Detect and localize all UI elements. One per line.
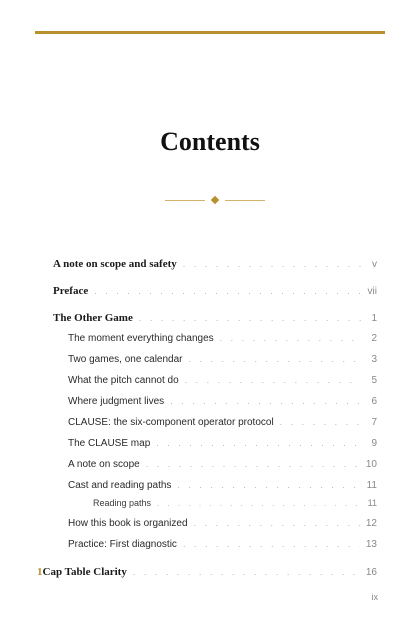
toc-leader-dots <box>183 259 361 269</box>
toc-leader-dots <box>183 539 360 549</box>
toc-entry-label: Where judgment lives <box>68 396 165 407</box>
toc-entry-page: 5 <box>371 375 377 386</box>
toc-leader-dots <box>94 286 361 296</box>
toc-entry-label: The moment everything changes <box>68 333 214 344</box>
toc-entry-page: v <box>372 259 377 270</box>
toc-leader-dots <box>220 333 361 343</box>
toc-entry-label: Practice: First diagnostic <box>68 539 177 550</box>
toc-leader-dots <box>139 313 361 323</box>
toc-entry-page: vii <box>367 286 377 297</box>
toc-leader-dots <box>185 375 361 385</box>
toc-leader-dots <box>156 438 361 448</box>
toc-entry-label: A note on scope and safety <box>53 258 177 270</box>
toc-entry-label: The Other Game <box>53 312 133 324</box>
toc-entry-page: 11 <box>367 498 377 508</box>
toc-leader-dots <box>146 459 360 469</box>
toc-entry-label: Reading paths <box>93 498 152 508</box>
toc-entry-moment-changes[interactable] <box>68 333 377 344</box>
toc-entry-label: Cap Table Clarity <box>42 566 127 578</box>
toc-leader-dots <box>189 354 361 364</box>
toc-entry-pitch-cannot[interactable] <box>68 375 377 386</box>
toc-entry-reading-paths[interactable] <box>93 498 377 508</box>
toc-entry-chapter-1[interactable] <box>37 566 377 578</box>
toc-entry-book-organized[interactable] <box>68 518 377 529</box>
toc-entry-page: 11 <box>366 480 377 491</box>
toc-leader-dots <box>280 417 361 427</box>
toc-entry-page: 9 <box>371 438 377 449</box>
toc-entry-page: 12 <box>365 518 377 529</box>
toc-entry-label: Preface <box>53 285 89 297</box>
toc-entry-page: 2 <box>371 333 377 344</box>
toc-entry-label: What the pitch cannot do <box>68 375 179 386</box>
toc-entry-page: 7 <box>371 417 377 428</box>
toc-entry-scope-safety[interactable] <box>53 258 377 270</box>
toc-entry-other-game[interactable] <box>53 312 377 324</box>
toc-leader-dots <box>170 396 361 406</box>
toc-entry-label: A note on scope <box>68 459 140 470</box>
toc-entry-note-scope[interactable] <box>68 459 377 470</box>
toc-entry-label: Two games, one calendar <box>68 354 183 365</box>
toc-leader-dots <box>194 518 360 528</box>
toc-entry-label: The CLAUSE map <box>68 438 151 449</box>
page-title: Contents <box>160 127 260 156</box>
toc-entry-label: Cast and reading paths <box>68 480 172 491</box>
toc-entry-page: 3 <box>371 354 377 365</box>
chapter-number: 1 <box>37 566 43 578</box>
toc-entry-page: 1 <box>371 313 377 324</box>
toc-entry-label: How this book is organized <box>68 518 188 529</box>
folio-page-number: ix <box>371 592 378 602</box>
toc-leader-dots <box>133 567 360 577</box>
toc-leader-dots <box>177 480 360 490</box>
toc-entry-page: 16 <box>365 567 377 578</box>
toc-entry-cast-reading[interactable] <box>68 480 377 491</box>
toc-entry-preface[interactable] <box>53 285 377 297</box>
toc-entry-clause-protocol[interactable] <box>68 417 377 428</box>
toc-entry-judgment-lives[interactable] <box>68 396 377 407</box>
toc-entry-page: 10 <box>365 459 377 470</box>
toc-entry-page: 6 <box>371 396 377 407</box>
toc-entry-two-games[interactable] <box>68 354 377 365</box>
toc-entry-label: CLAUSE: the six-component operator protocol <box>68 417 274 428</box>
toc-entry-first-diagnostic[interactable] <box>68 539 377 550</box>
toc-entry-clause-map[interactable] <box>68 438 377 449</box>
toc-leader-dots <box>157 499 361 508</box>
toc-entry-page: 13 <box>365 539 377 550</box>
